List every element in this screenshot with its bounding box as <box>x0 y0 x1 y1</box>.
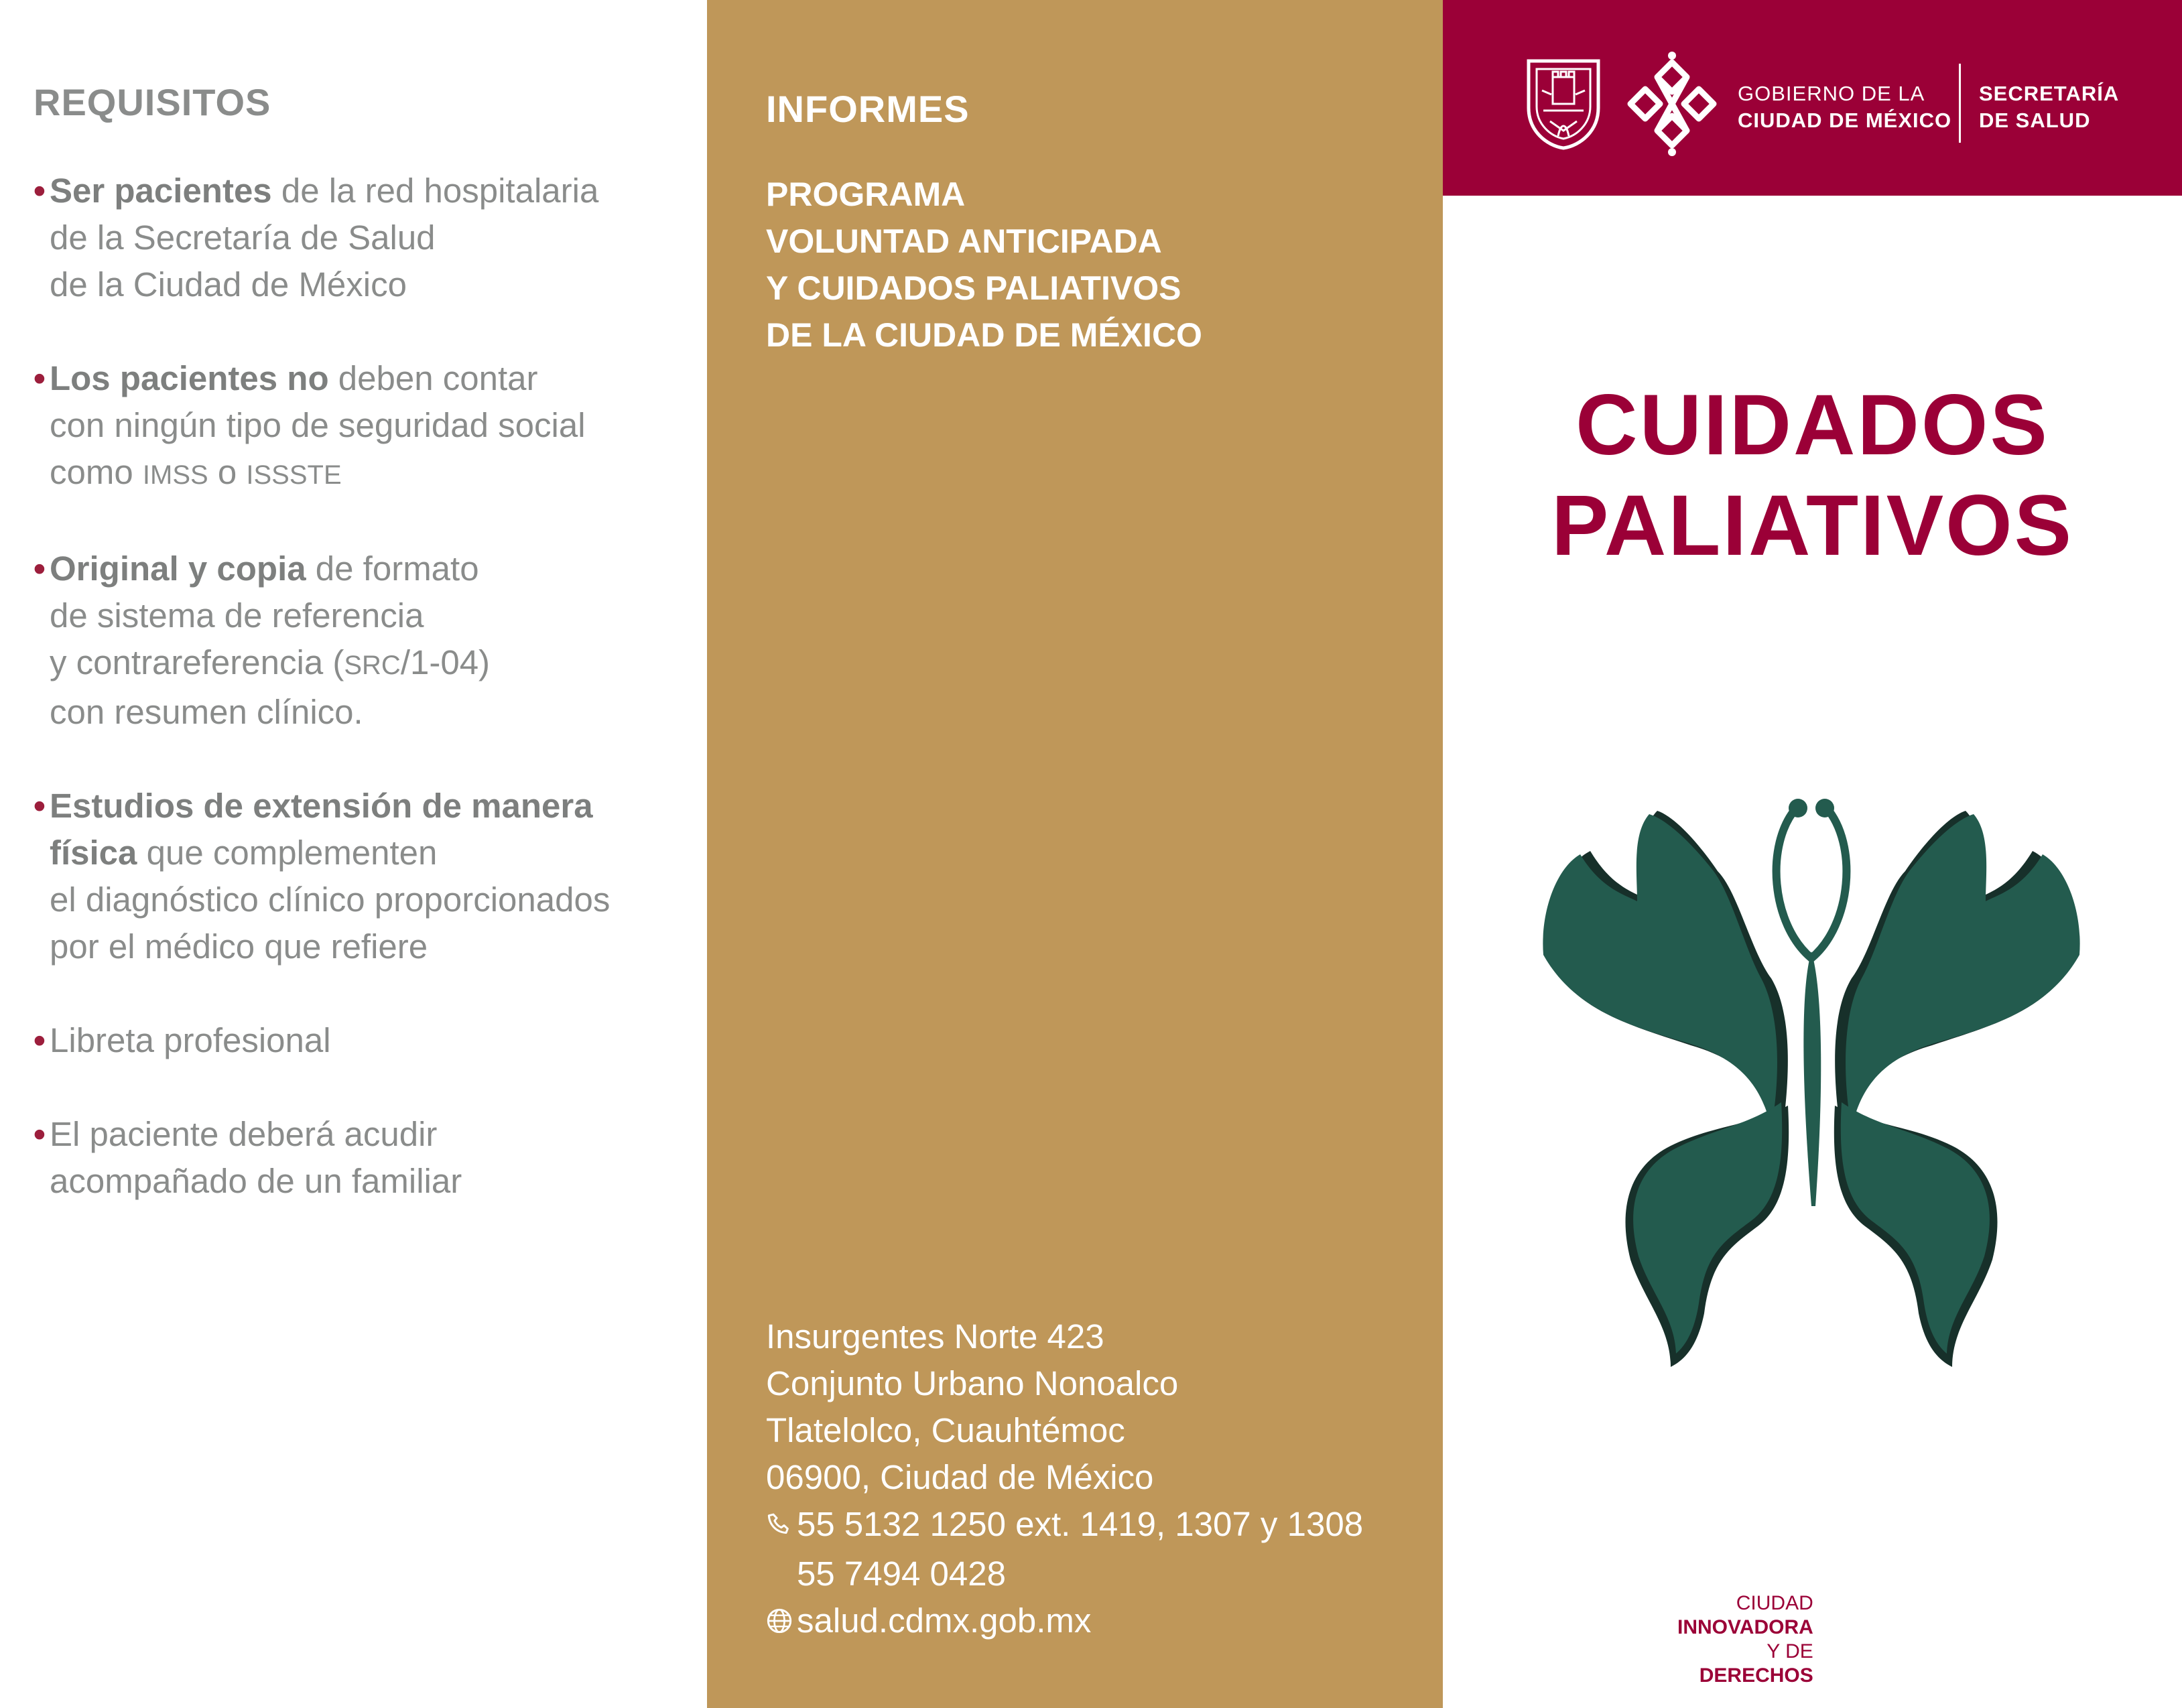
slogan-text: Y DE <box>1767 1640 1813 1662</box>
program-line: PROGRAMA <box>766 176 966 213</box>
requisito-text: SRC <box>344 651 401 680</box>
butterfly-hands-icon <box>1517 791 2106 1367</box>
bullet-icon: • <box>34 1021 46 1059</box>
cdmx-shield-icon <box>1523 57 1604 151</box>
requisitos-title: REQUISITOS <box>34 81 271 123</box>
requisito-item <box>34 1017 697 1064</box>
requisito-line <box>50 689 697 736</box>
requisito-line <box>50 355 697 402</box>
requisito-line <box>50 1111 697 1158</box>
requisito-line <box>50 214 697 261</box>
slogan-text: CIUDAD <box>1736 1592 1813 1614</box>
requisito-item <box>34 355 697 499</box>
bullet-icon: • <box>34 172 46 210</box>
address-line: Conjunto Urbano Nonoalco <box>766 1364 1179 1402</box>
program-line: VOLUNTAD ANTICIPADA <box>766 222 1162 260</box>
phone-row <box>766 1501 1363 1551</box>
requisito-line <box>50 1017 697 1064</box>
informes-title: INFORMES <box>766 88 970 130</box>
requisito-line <box>50 449 697 499</box>
requisito-text: deben contar <box>328 359 538 397</box>
contact-info <box>766 1313 1363 1646</box>
requisito-text: y contrareferencia ( <box>50 643 344 681</box>
requisito-line <box>50 592 697 639</box>
requisitos-list <box>34 168 697 1252</box>
requisito-text: o <box>208 453 247 491</box>
gobierno-line: GOBIERNO DE LA <box>1738 82 1925 105</box>
gobierno-line: CIUDAD DE MÉXICO <box>1738 109 1952 132</box>
requisito-text: como <box>50 453 143 491</box>
program-name <box>766 171 1202 358</box>
website-link[interactable]: salud.cdmx.gob.mx <box>797 1601 1092 1640</box>
slogan-line <box>1677 1591 1813 1640</box>
requisito-line <box>50 168 697 214</box>
requisito-line <box>50 923 697 970</box>
address-line: Tlatelolco, Cuauhtémoc <box>766 1411 1125 1449</box>
requisito-text: /1-04) <box>400 643 491 681</box>
requisito-text: de formato <box>306 549 479 588</box>
requisito-text: Estudios de extensión de manera <box>50 787 593 825</box>
requisito-text: con ningún tipo de seguridad social <box>50 406 586 444</box>
globe-icon <box>766 1599 797 1646</box>
requisito-text: ISSSTE <box>246 460 342 490</box>
requisito-item <box>34 545 697 736</box>
requisito-text: El paciente deberá acudir <box>50 1115 438 1153</box>
requisito-line <box>50 1158 697 1205</box>
requisito-line <box>50 261 697 308</box>
cover-title-line: PALIATIVOS <box>1551 478 2074 574</box>
secretaria-line: DE SALUD <box>1979 109 2091 132</box>
requisito-text: Ser pacientes <box>50 172 272 210</box>
requisito-text: de sistema de referencia <box>50 596 424 635</box>
cdmx-glyph-icon <box>1627 50 1718 157</box>
phone-number-secondary: 55 7494 0428 <box>797 1554 1006 1593</box>
header-divider <box>1959 64 1961 143</box>
requisito-line <box>50 639 697 689</box>
requisito-text: que complementen <box>137 834 438 872</box>
bullet-icon: • <box>34 359 46 397</box>
program-line: DE LA CIUDAD DE MÉXICO <box>766 316 1202 354</box>
requisitos-panel <box>0 0 707 1708</box>
requisito-line <box>50 876 697 923</box>
cover-title <box>1443 375 2182 576</box>
requisito-line <box>50 545 697 592</box>
informes-panel <box>707 0 1443 1708</box>
requisito-text: de la Ciudad de México <box>50 265 407 304</box>
requisito-text: Los pacientes no <box>50 359 329 397</box>
requisito-text: Libreta profesional <box>50 1021 331 1059</box>
requisito-text: IMSS <box>142 460 208 490</box>
bullet-icon: • <box>34 1115 46 1153</box>
phone-number: 55 5132 1250 ext. 1419, 1307 y 1308 <box>797 1505 1364 1543</box>
website-row <box>766 1597 1363 1647</box>
address-line: 06900, Ciudad de México <box>766 1458 1154 1496</box>
requisito-item <box>34 1111 697 1205</box>
cover-title-line: CUIDADOS <box>1576 377 2049 473</box>
requisito-text: el diagnóstico clínico proporcionados <box>50 880 611 919</box>
cover-panel <box>1443 0 2182 1708</box>
secretaria-line: SECRETARÍA <box>1979 82 2120 105</box>
requisito-text: acompañado de un familiar <box>50 1162 462 1200</box>
requisito-text: de la red hospitalaria <box>271 172 599 210</box>
requisito-line <box>50 783 697 830</box>
slogan-line <box>1677 1640 1813 1688</box>
requisito-text: física <box>50 834 137 872</box>
slogan-text-bold: DERECHOS <box>1699 1664 1813 1687</box>
bullet-icon: • <box>34 787 46 825</box>
program-line: Y CUIDADOS PALIATIVOS <box>766 269 1181 307</box>
requisito-text: de la Secretaría de Salud <box>50 218 436 257</box>
address-line: Insurgentes Norte 423 <box>766 1317 1104 1356</box>
phone-icon <box>766 1504 797 1551</box>
requisito-line <box>50 402 697 449</box>
requisito-text: por el médico que refiere <box>50 927 428 966</box>
requisito-line <box>50 830 697 876</box>
header-bar <box>1443 0 2182 196</box>
slogan-text-bold: INNOVADORA <box>1677 1616 1813 1638</box>
requisito-item <box>34 168 697 308</box>
slogan <box>1677 1591 1813 1688</box>
bullet-icon: • <box>34 549 46 588</box>
gobierno-text <box>1738 80 1951 134</box>
requisito-item <box>34 783 697 970</box>
secretaria-text <box>1979 80 2119 134</box>
requisito-text: Original y copia <box>50 549 306 588</box>
requisito-text: con resumen clínico. <box>50 693 363 731</box>
